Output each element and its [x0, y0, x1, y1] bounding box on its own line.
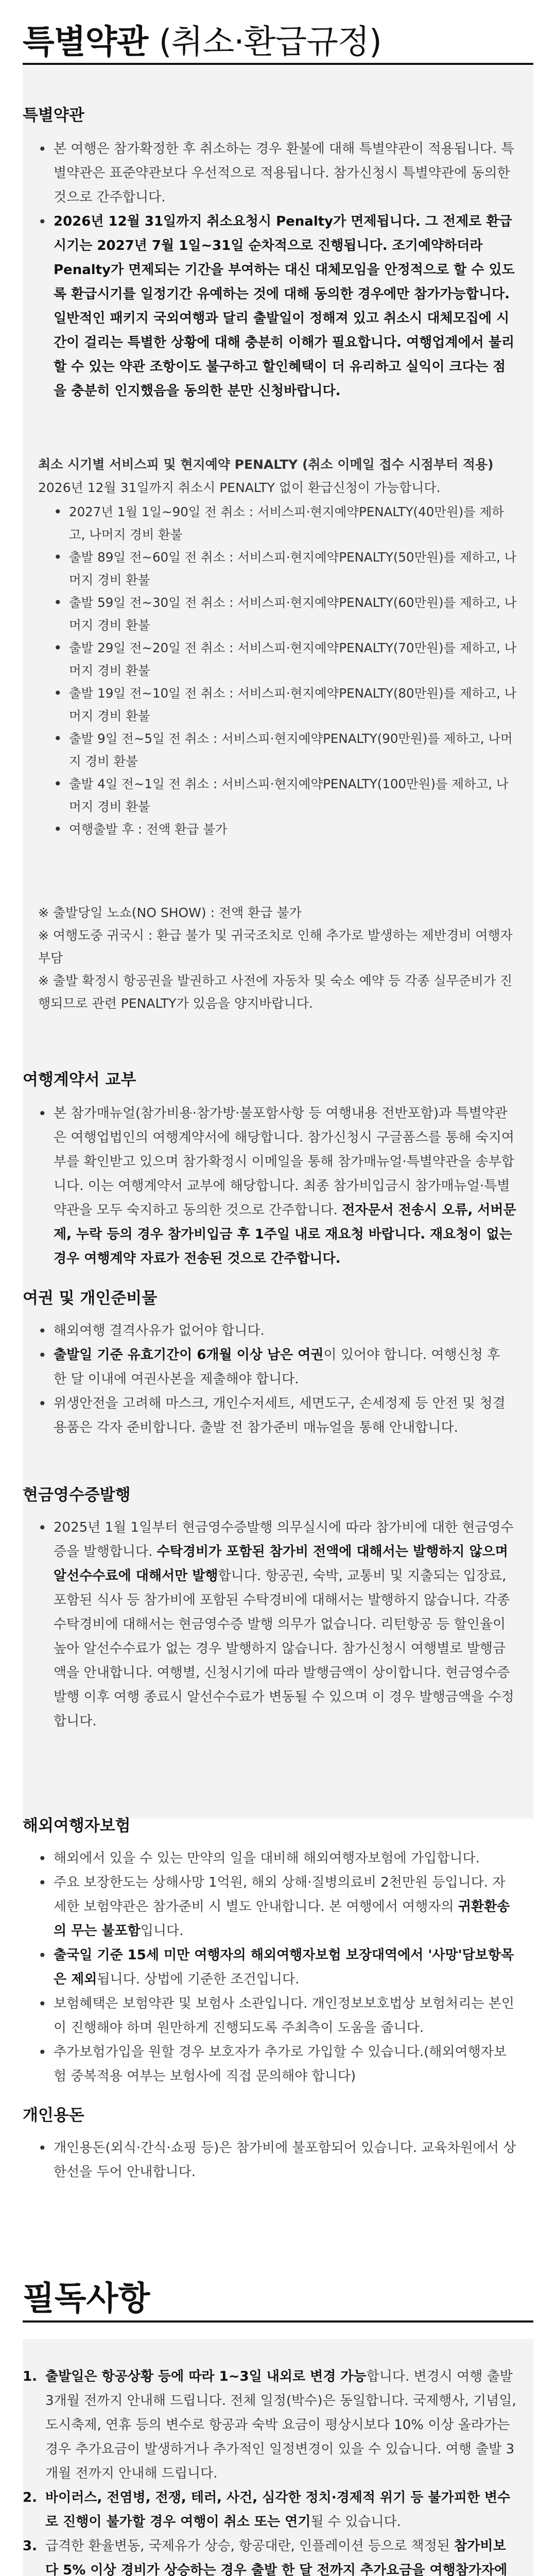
insurance-list [38, 1846, 517, 2089]
passport-item [38, 1343, 517, 1392]
passport-item [38, 1392, 517, 1440]
insurance-item-text: 주요 보장한도는 상해사망 1억원, 해외 상해·질병의료비 2천만원 등입니다. 자세한 보험약관은 참가준비 시 별도 안내합니다. 본 여행에서 여행자의 [54, 1875, 506, 1914]
required-item-text: 급격한 환율변동, 국제유가 상승, 항공대란, 인플레이션 등으로 책정된 [45, 2538, 455, 2554]
special-item-text: 2026년 12월 31일까지 취소요청시 Penalty가 면제됩니다. 그 전제로 환급시기는 2027년 7월 1일~31일 순차적으로 진행됩니다. 조기예약하더라 Penalty가 면제되는 기간을 부여하는 대신 대체모임을 안정적으로 할 수 있도록 환급시기를 일정기간 유예하는 것에 대해 동의한 경우에만 참가가능합니다. 일반적인 패키지 국외여행과 달리 출발일이 정해져 있고 취소시 대체모집에 시간이 걸리는 특별한 상황에 대해 충분히 이해가 필요합니다. 여행업계에서 불리할 수 있는 약관 조항이도 불구하고 할인혜택이 더 유리하고 실익이 크다는 점을 충분히 인지했음을 동의한 분만 신청바랍니다. [54, 214, 515, 399]
insurance-item [38, 1846, 517, 1871]
insurance-item-text: 추가보험가입을 원할 경우 보호자가 추가로 가입할 수 있습니다.(해외여행자보험 중복적용 여부는 보험사에 직접 문의해야 합니다) [54, 2044, 507, 2084]
required-item-text: 바이러스, 전염병, 전쟁, 테러, 사건, 심각한 정치·경제적 위기 등 불가피한 변수로 진행이 불가할 경우 여행이 취소 또는 연기 [45, 2490, 511, 2530]
required-item-text: 될 수 있습니다. [310, 2514, 401, 2530]
special-list [38, 137, 517, 403]
insurance-item-text: 해외에서 있을 수 있는 만약의 일을 대비해 해외여행자보험에 가입합니다. [54, 1851, 480, 1866]
page-title-paren: (취소·환급규정) [159, 23, 381, 61]
insurance-item-text: 귀환환송의 무는 불포함 [54, 1899, 510, 1939]
pocket-item-text: 개인용돈(외식·간식·쇼핑 등)은 참가비에 불포함되어 있습니다. 교육차원에서 상한선을 두어 안내합니다. [54, 2140, 516, 2180]
pocket-item [38, 2136, 517, 2184]
required-list [23, 2365, 517, 2576]
penalty-row: • 출발 29일 전~20일 전 취소 : 서비스피·현지예약PENALTY(70만원)를 제하고, 나머지 경비 환불 [54, 637, 517, 682]
passport-item-text: 출발일 기준 유효기간이 6개월 이상 남은 여권 [54, 1347, 324, 1363]
required-title: 필독사항 [23, 2280, 150, 2318]
receipt-item-text: 2025년 1월 1일부터 현금영수증발행 의무실시에 따라 참가비에 대한 현금영수증을 발행합니다. [54, 1520, 514, 1560]
required-item-number: 1. [23, 2369, 37, 2384]
penalty-row: • 2027년 1월 1일~90일 전 취소 : 서비스피·현지예약PENALTY(40만원)를 제하고, 나머지 경비 환불 [54, 501, 517, 546]
special-heading: 특별약관 [23, 106, 84, 125]
passport-item-text: 이 있어야 합니다. 여행신청 후 한 달 이내에 여권사본을 제출해야 합니다. [54, 1347, 500, 1387]
pocket-list [38, 2136, 517, 2184]
special-item-text: 본 여행은 참가확정한 후 취소하는 경우 환불에 대해 특별약관이 적용됩니다. 특별약관은 표준약관보다 우선적으로 적용됩니다. 참가신청시 특별약관에 동의한 것으로 간주합니다. [54, 141, 514, 205]
special-note: ※ 출발 확정시 항공권을 발권하고 사전에 자동차 및 숙소 예약 등 각종 실무준비가 진행되므로 관련 PENALTY가 있음을 양지바랍니다. [38, 973, 513, 1011]
page-title [23, 15, 381, 63]
special-terms-header [0, 0, 556, 66]
insurance-item-text: 입니다. [140, 1923, 184, 1939]
penalty-row: • 출발 59일 전~30일 전 취소 : 서비스피·현지예약PENALTY(60만원)를 제하고, 나머지 경비 환불 [54, 591, 517, 637]
required-item-text: 참가비보다 5% 이상 경비가 상승하는 경우 출발 한 달 전까지 추가요금을 여행참가자에 [45, 2538, 508, 2576]
penalty-row: • 출발 89일 전~60일 전 취소 : 서비스피·현지예약PENALTY(50만원)를 제하고, 나머지 경비 환불 [54, 546, 517, 591]
required-item-text: 출발일은 항공상황 등에 따라 1~3일 내외로 변경 가능 [45, 2369, 367, 2384]
passport-list [38, 1319, 517, 1440]
required-item [23, 2365, 517, 2486]
insurance-item-text: 됩니다. 상법에 기준한 조건입니다. [97, 1972, 300, 1987]
docs-list [38, 1101, 517, 1271]
page-title-main: 특별약관 [23, 23, 148, 61]
insurance-item [38, 1943, 517, 1992]
receipt-item-text: 수탁경비가 포함된 참가비 전액에 대해서는 발행하지 않으며 알선수수료에 대해서만 발행 [54, 1544, 508, 1584]
special-note: ※ 출발당일 노쇼(NO SHOW) : 전액 환급 불가 [38, 905, 302, 920]
receipt-heading: 현금영수증발행 [23, 1486, 131, 1504]
penalty-row: • 출발 9일 전~5일 전 취소 : 서비스피·현지예약PENALTY(90만원)를 제하고, 나머지 경비 환불 [54, 727, 517, 773]
penalty-list [54, 501, 517, 841]
required-item [23, 2534, 517, 2576]
penalty-intro: 2026년 12월 31일까지 취소시 PENALTY 없이 환급신청이 가능합니다. [38, 480, 441, 495]
required-item [23, 2486, 517, 2534]
docs-item [38, 1101, 517, 1271]
required-divider [23, 2320, 533, 2323]
insurance-item-text: 출국일 기준 15세 미만 여행자의 해외여행자보험 보장대역에서 '사망'담보항목은 제외 [54, 1947, 514, 1987]
passport-item [38, 1319, 517, 1343]
insurance-item-text: 보험혜택은 보험약관 및 보험사 소관입니다. 개인정보보호법상 보험처리는 본인이 진행해야 하며 원만하게 진행되도록 주최측이 도움을 줍니다. [54, 1996, 514, 2036]
docs-heading: 여행계약서 교부 [23, 1071, 136, 1089]
receipt-item-text: 합니다. 항공권, 숙박, 교통비 및 지출되는 입장료, 포함된 식사 등 참가비에 포함된 수탁경비에 대해서는 발행하지 않습니다. 각종 수탁경비에 대해서는 현금영수증 발행 의무가 없습니다. 리턴항공 등 할인율이 높아 알선수수료가 없는 경우 발행하지 않습니다. 참가신청시 여행별로 발행금액을 안내합니다. 여행별, 신청시기에 따라 발행금액이 상이합니다. 현금영수증 발행 이후 여행 종료시 알선수수료가 변동될 수 있으며 이 경우 발행금액을 수정합니다. [54, 1568, 514, 1729]
penalty-heading: 최소 시기별 서비스피 및 현지예약 PENALTY (취소 이메일 접수 시점부터 적용) [38, 457, 494, 472]
special-notes [38, 902, 517, 1015]
required-item-number: 2. [23, 2490, 37, 2505]
passport-item-text: 위생안전을 고려해 마스크, 개인수저세트, 세면도구, 손세정제 등 안전 및 청결용품은 각자 준비합니다. 출발 전 참가준비 매뉴얼을 통해 안내합니다. [54, 1396, 506, 1435]
insurance-item [38, 1992, 517, 2040]
docs-item-text: 전자문서 전송시 오류, 서버문제, 누락 등의 경우 참가비입금 후 1주일 내로 재요청 바랍니다. 재요청이 없는 경우 여행계약 자료가 전송된 것으로 간주합니다. [54, 1202, 516, 1266]
special-item [38, 137, 517, 210]
receipt-list [38, 1516, 517, 1734]
special-note: ※ 여행도중 귀국시 : 환급 불가 및 귀국조치로 인해 추가로 발생하는 제반경비 여행자 부담 [38, 928, 513, 965]
penalty-row: • 출발 19일 전~10일 전 취소 : 서비스피·현지예약PENALTY(80만원)를 제하고, 나머지 경비 환불 [54, 682, 517, 727]
insurance-item [38, 2040, 517, 2089]
passport-item-text: 해외여행 결격사유가 없어야 합니다. [54, 1323, 265, 1338]
penalty-row: • 여행출발 후 : 전액 환급 불가 [54, 818, 517, 841]
insurance-item [38, 1871, 517, 1943]
pocket-heading: 개인용돈 [23, 2106, 84, 2125]
required-item-text: 합니다. 변경시 여행 출발 3개월 전까지 안내해 드립니다. 전체 일정(박수)은 동일합니다. 국제행사, 기념일, 도시축제, 연휴 등의 변수로 항공과 숙박 요금이 평상시보다 10% 이상 올라가는 경우 추가요금이 발생하거나 추가적인 일정변경이 있을 수 있습니다. 여행 출발 3개월 전까지 안내해 드립니다. [45, 2369, 516, 2481]
penalty-row: • 출발 4일 전~1일 전 취소 : 서비스피·현지예약PENALTY(100만원)를 제하고, 나머지 경비 환불 [54, 773, 517, 818]
title-divider [23, 63, 533, 65]
docs-item-text: 본 참가매뉴얼(참가비용·참가방·불포함사항 등 여행내용 전반포함)과 특별약관은 여행업법인의 여행계약서에 해당합니다. 참가신청시 구글폼스를 통해 숙지여부를 확인받고 있으며 참가확정시 이메일을 통해 참가매뉴얼·특별약관을 송부합니다. 이는 여행계약서 교부에 해당합니다. 최종 참가비입금시 참가매뉴얼·특별약관을 모두 숙지하고 동의한 것으로 간주합니다. [54, 1106, 514, 1218]
required-item-number: 3. [23, 2538, 37, 2554]
special-item [38, 210, 517, 403]
receipt-item [38, 1516, 517, 1734]
passport-heading: 여권 및 개인준비물 [23, 1289, 158, 1308]
insurance-heading: 해외여행자보험 [23, 1817, 131, 1835]
